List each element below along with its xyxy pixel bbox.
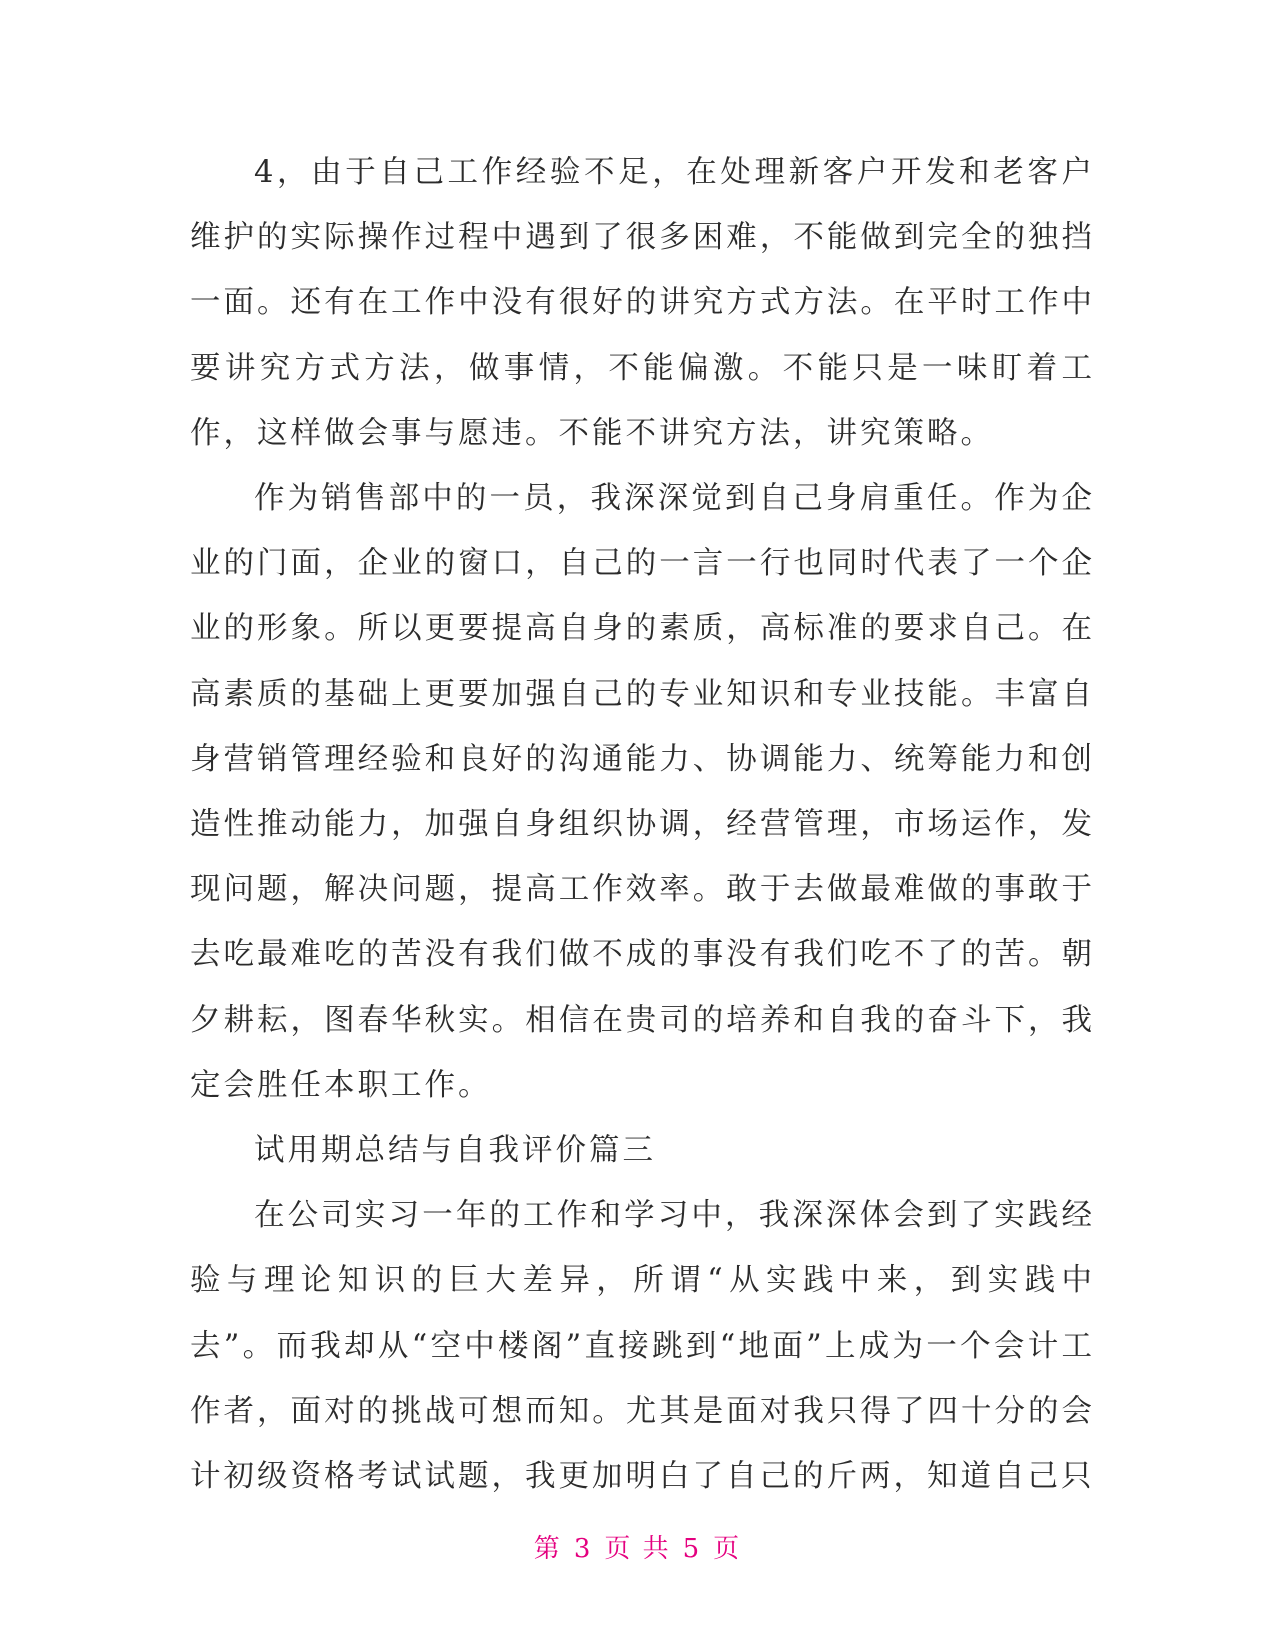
section-heading: 试用期总结与自我评价篇三	[254, 1133, 656, 1169]
paragraph-internship: 在公司实习一年的工作和学习中，我深深体会到了实践经验与理论知识的巨大差异，所谓“从实践中来，到实践中去”。而我却从“空中楼阁”直接跳到“地面”上成为一个会计工作者，面对的挑战可想而知。尤其是面对我只得了四十分的会计初级资格考试试题，我更加明白了自己的斤两，知道自己只	[190, 1198, 1095, 1495]
footer-current-page: 3	[573, 1534, 593, 1564]
document-body	[190, 140, 1095, 1509]
page-number-footer	[0, 1528, 1275, 1565]
footer-prefix: 第	[533, 1534, 562, 1564]
footer-total-pages: 5	[682, 1534, 702, 1564]
paragraph-experience-shortfall: 4，由于自己工作经验不足，在处理新客户开发和老客户维护的实际操作过程中遇到了很多困难，不能做到完全的独挡一面。还有在工作中没有很好的讲究方式方法。在平时工作中要讲究方式方法，做事情，不能偏激。不能只是一味盯着工作，这样做会事与愿违。不能不讲究方法，讲究策略。	[190, 155, 1095, 451]
paragraph-sales-role: 作为销售部中的一员，我深深觉到自己身肩重任。作为企业的门面，企业的窗口，自己的一言一行也同时代表了一个企业的形象。所以更要提高自身的素质，高标准的要求自己。在高素质的基础上更要加强自己的专业知识和专业技能。丰富自身营销管理经验和良好的沟通能力、协调能力、统筹能力和创造性推动能力，加强自身组织协调，经营管理，市场运作，发现问题，解决问题，提高工作效率。敢于去做最难做的事敢于去吃最难吃的苦没有我们做不成的事没有我们吃不了的苦。朝夕耕耘，图春华秋实。相信在贵司的培养和自我的奋斗下，我定会胜任本职工作。	[190, 481, 1095, 1103]
footer-suffix: 页	[713, 1534, 742, 1564]
footer-middle: 页 共	[604, 1534, 671, 1564]
